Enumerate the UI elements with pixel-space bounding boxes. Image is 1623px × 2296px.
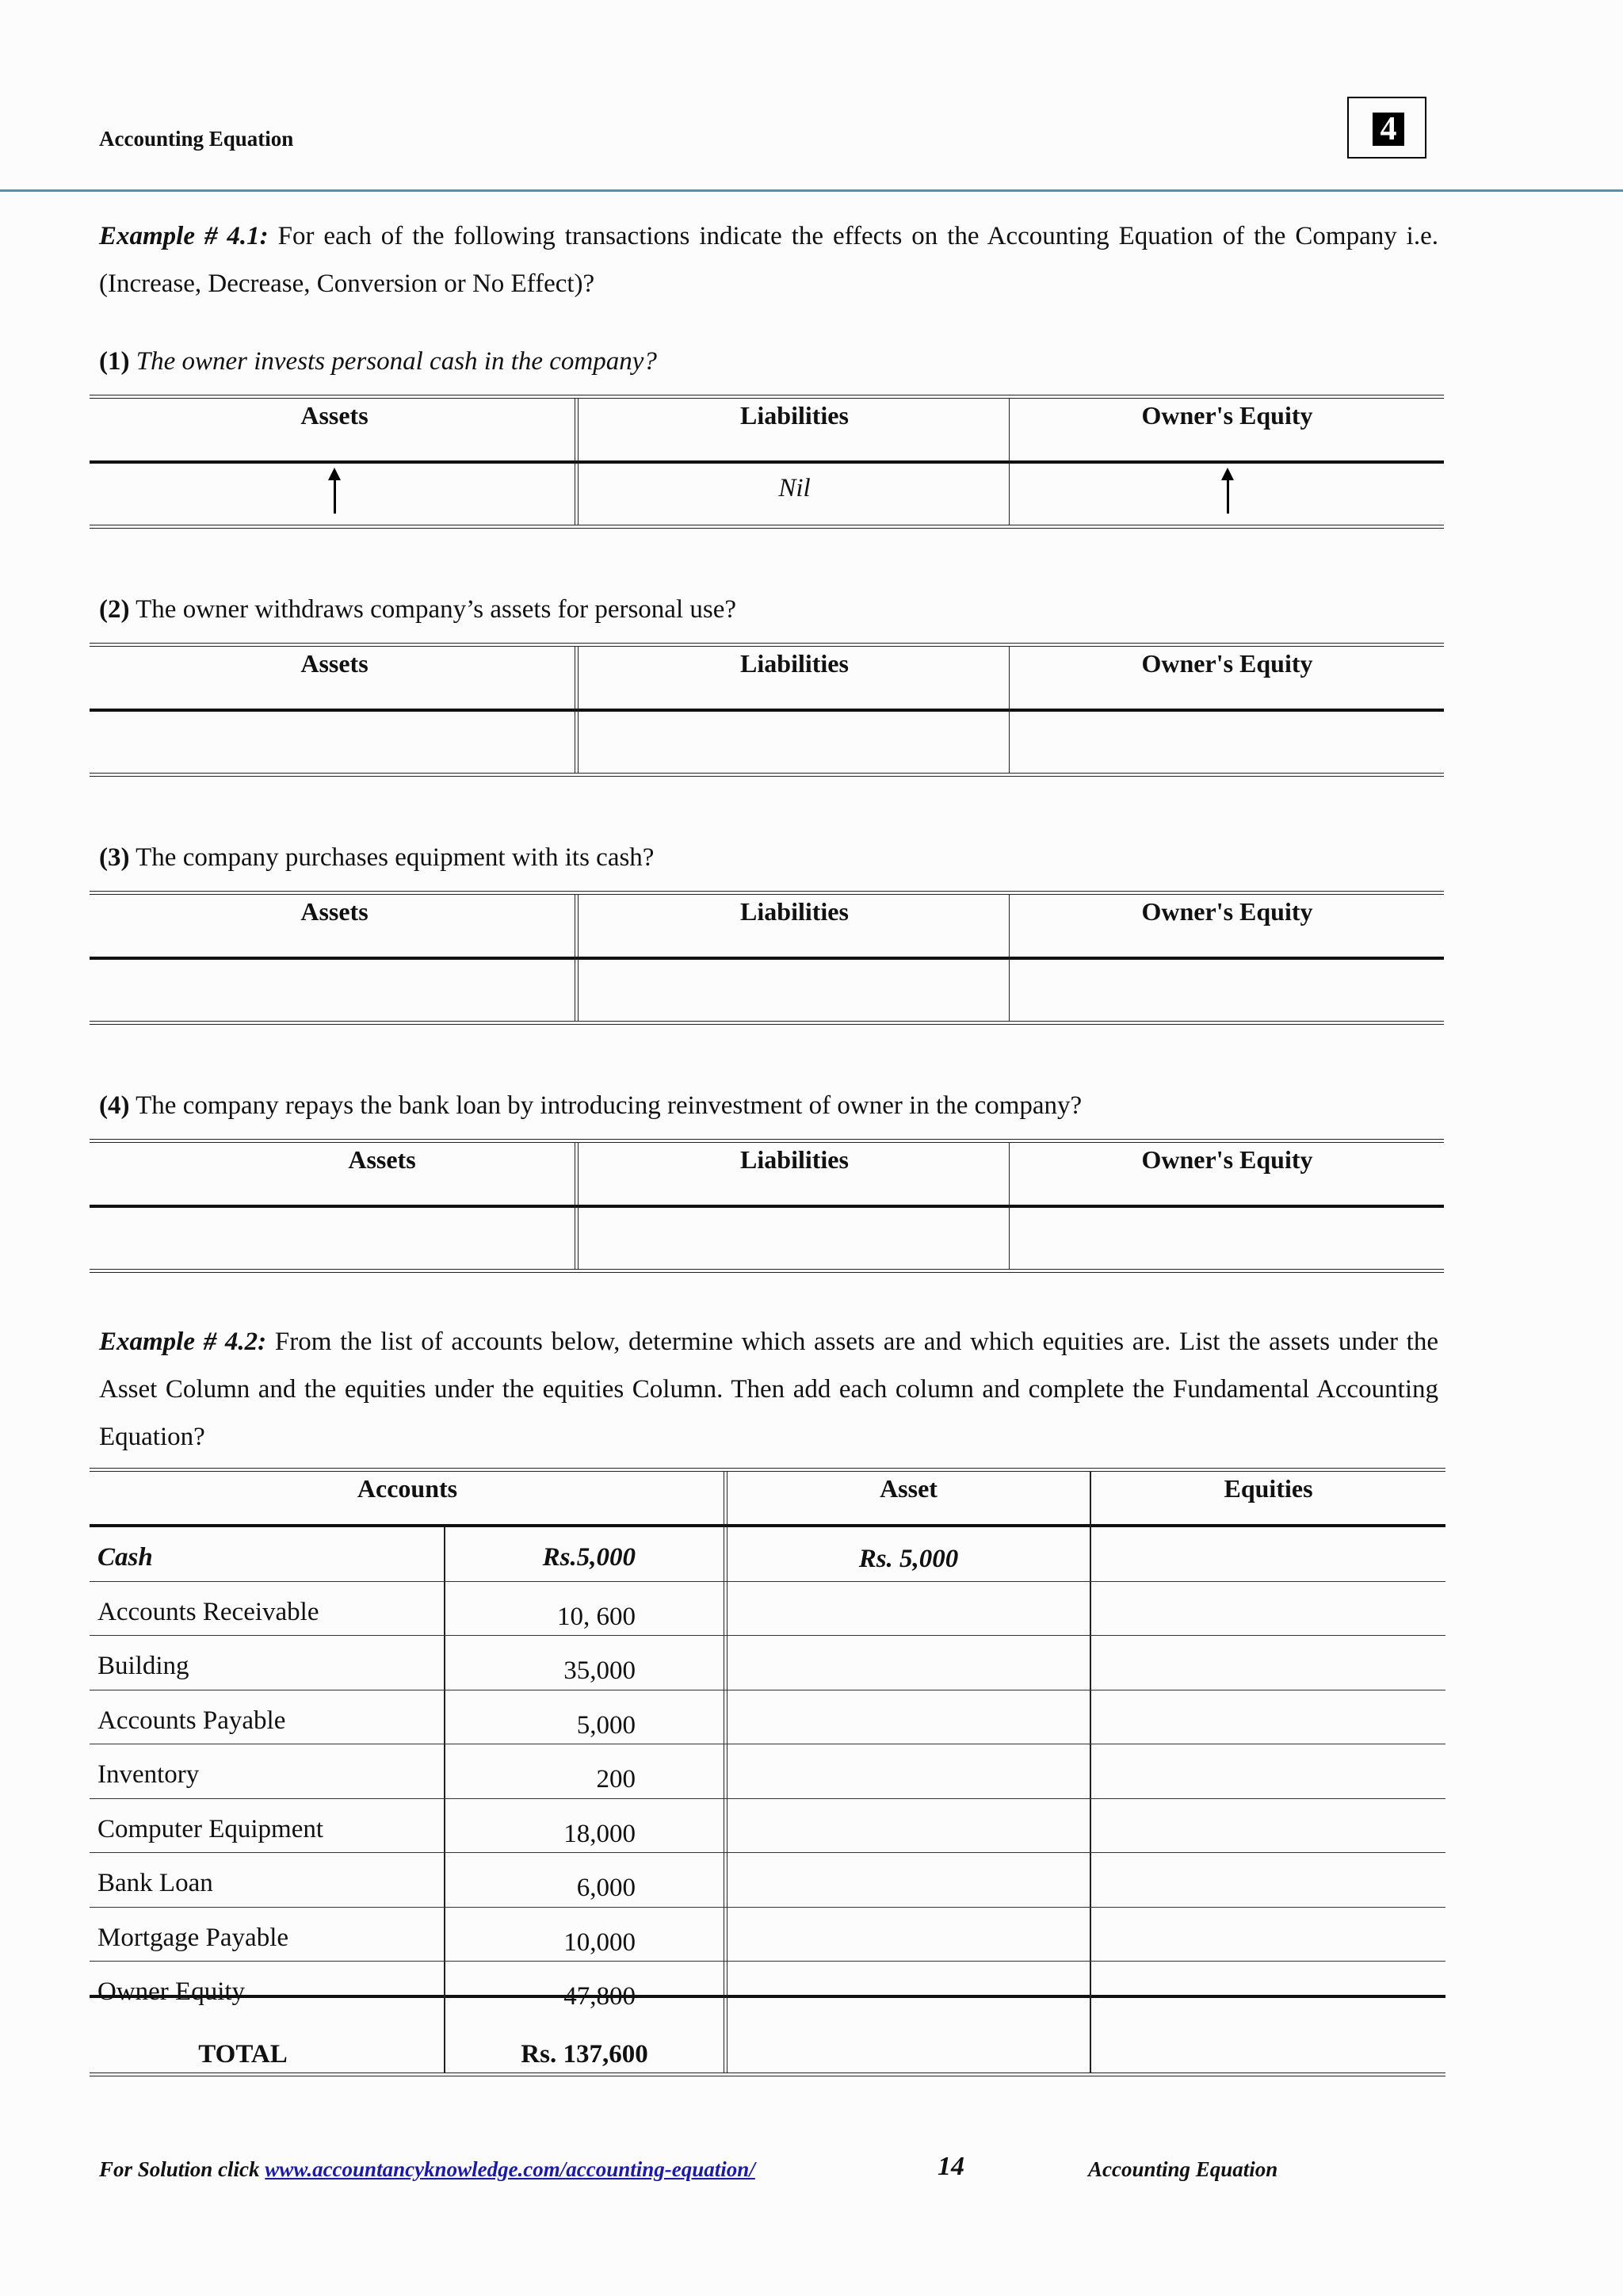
asset-cell[interactable] [727, 1853, 1090, 1906]
question-4-number: (4) [99, 1091, 130, 1120]
total-label: TOTAL [198, 2040, 288, 2069]
question-4-text: The company repays the bank loan by introducing reinvestment of owner in the company? [129, 1091, 1083, 1120]
account-amount: 47,800 [563, 1982, 636, 2011]
liabilities-effect-cell: Nil [778, 474, 811, 502]
asset-cell[interactable] [727, 1744, 1090, 1797]
asset-cell[interactable]: Rs. 5,000 [858, 1545, 959, 1573]
account-name: Mortgage Payable [97, 1923, 289, 1952]
col-liabilities-header: Liabilities [740, 897, 849, 926]
asset-total-cell[interactable] [727, 2005, 1090, 2072]
account-name: Accounts Receivable [97, 1597, 319, 1626]
col-assets-header: Assets [300, 401, 369, 430]
account-name: Building [97, 1652, 189, 1680]
equities-cell[interactable] [1091, 1690, 1445, 1744]
question-1-number: (1) [99, 347, 130, 376]
total-amount: Rs. 137,600 [521, 2040, 648, 2069]
account-name: Computer Equipment [97, 1814, 324, 1843]
account-amount: 5,000 [576, 1710, 636, 1740]
account-amount: Rs.5,000 [542, 1543, 636, 1572]
col-liabilities-header: Liabilities [740, 401, 849, 430]
assets-answer-cell[interactable] [90, 964, 575, 1018]
question-3 [99, 843, 654, 873]
question-4 [99, 1091, 1082, 1121]
footer-solution [99, 2157, 755, 2182]
account-amount: 10, 600 [557, 1602, 636, 1631]
col-equity-header: Owner's Equity [1141, 649, 1313, 678]
up-arrow-icon [327, 468, 342, 515]
equity-answer-cell[interactable] [1010, 716, 1444, 770]
example-4-2-label: Example # 4.2: [99, 1328, 267, 1356]
effects-table-1 [90, 395, 1444, 529]
col-liabilities-header: Liabilities [740, 649, 849, 678]
footer-prefix: For Solution click [99, 2157, 265, 2181]
chapter-number: 4 [1373, 113, 1404, 146]
page-number: 14 [938, 2152, 964, 2181]
chapter-number-box [1347, 97, 1426, 159]
account-name: Accounts Payable [97, 1706, 286, 1735]
equity-effect-cell [1010, 468, 1444, 521]
col-assets-header: Assets [348, 1145, 416, 1174]
col-assets-header: Assets [300, 897, 369, 926]
equities-cell[interactable] [1091, 1744, 1445, 1797]
assets-answer-cell[interactable] [90, 1212, 575, 1266]
col-equity-header: Owner's Equity [1141, 1145, 1313, 1174]
col-equity-header: Owner's Equity [1141, 401, 1313, 430]
equities-header: Equities [1224, 1474, 1313, 1503]
asset-cell[interactable] [727, 1636, 1090, 1689]
assets-answer-cell[interactable] [90, 716, 575, 770]
liabilities-answer-cell[interactable] [579, 716, 1009, 770]
account-amount: 35,000 [563, 1656, 636, 1685]
equities-cell[interactable] [1091, 1527, 1445, 1580]
example-4-1-text: For each of the following transactions indicate the effects on the Accounting Equation of the Company i.e. (Increase, Decrease, Conversion or No Effect)? [99, 222, 1438, 298]
account-name: Owner Equity [97, 1977, 246, 2006]
account-amount: 6,000 [576, 1874, 636, 1902]
question-1 [99, 347, 657, 376]
up-arrow-icon [1220, 468, 1235, 515]
question-3-number: (3) [99, 843, 130, 872]
equities-cell[interactable] [1091, 1636, 1445, 1689]
question-1-text: The owner invests personal cash in the company? [129, 347, 657, 376]
equities-cell[interactable] [1091, 1582, 1445, 1635]
equity-answer-cell[interactable] [1010, 964, 1444, 1018]
effects-table-2 [90, 643, 1444, 777]
account-amount: 10,000 [563, 1927, 636, 1957]
question-2 [99, 595, 736, 625]
accounts-header: Accounts [357, 1474, 458, 1503]
effects-table-3 [90, 891, 1444, 1026]
example-4-1-intro [99, 212, 1438, 308]
asset-cell[interactable] [727, 1582, 1090, 1635]
asset-cell[interactable] [727, 1908, 1090, 1961]
equities-cell[interactable] [1091, 1908, 1445, 1961]
col-liabilities-header: Liabilities [740, 1145, 849, 1174]
solution-link[interactable]: www.accountancyknowledge.com/accounting-equation/ [265, 2157, 755, 2181]
liabilities-answer-cell[interactable] [579, 964, 1009, 1018]
account-name: Inventory [97, 1760, 200, 1789]
col-equity-header: Owner's Equity [1141, 897, 1313, 926]
running-header-title: Accounting Equation [99, 127, 294, 151]
equities-cell[interactable] [1091, 1853, 1445, 1906]
asset-cell[interactable] [727, 1799, 1090, 1852]
account-amount: 200 [596, 1765, 636, 1794]
asset-header: Asset [880, 1474, 938, 1503]
account-amount: 18,000 [563, 1819, 636, 1848]
question-3-text: The company purchases equipment with its cash? [129, 843, 655, 872]
question-2-text: The owner withdraws company’s assets for personal use? [129, 595, 737, 624]
asset-cell[interactable] [727, 1690, 1090, 1744]
example-4-1-label: Example # 4.1: [99, 222, 269, 250]
footer-title: Accounting Equation [1088, 2157, 1278, 2181]
col-assets-header: Assets [300, 649, 369, 678]
account-name: Bank Loan [97, 1869, 213, 1897]
account-name: Cash [97, 1543, 153, 1572]
liabilities-answer-cell[interactable] [579, 1212, 1009, 1266]
header-divider [0, 189, 1623, 192]
assets-effect-cell [90, 468, 579, 521]
effects-table-4 [90, 1139, 1444, 1274]
question-2-number: (2) [99, 595, 130, 624]
equity-answer-cell[interactable] [1010, 1212, 1444, 1266]
equities-cell[interactable] [1091, 1799, 1445, 1852]
example-4-2-text: From the list of accounts below, determine which assets are and which equities are. List the assets under the Asset Column and the equities under the equities Column. Then add each column and complete the Fundamental Accounting Equation? [99, 1328, 1439, 1451]
example-4-2-intro [99, 1318, 1438, 1461]
equities-total-cell[interactable] [1091, 2005, 1445, 2072]
